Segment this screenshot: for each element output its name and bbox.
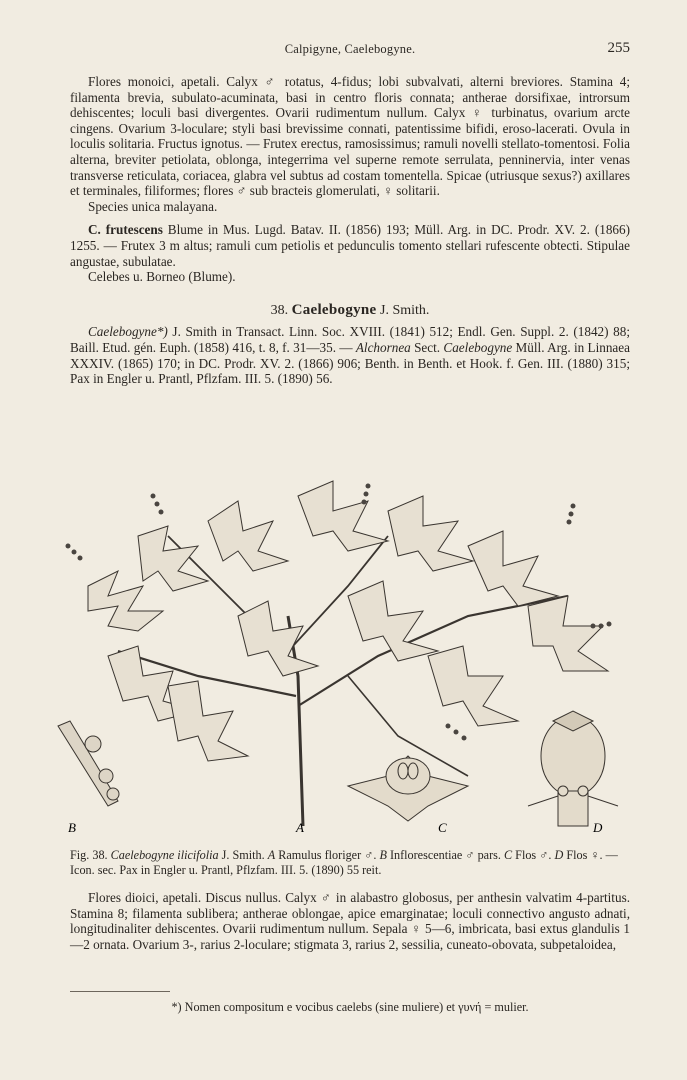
species-distribution: Celebes u. Borneo (Blume). <box>88 269 236 285</box>
species-name: C. frutescens <box>88 222 163 238</box>
page-header <box>70 42 630 62</box>
footnote-rule <box>70 991 170 992</box>
figure-label-c: C <box>438 820 447 835</box>
genus-ref-italic-name: Caelebogyne*) <box>88 324 168 340</box>
genus-heading <box>70 303 630 319</box>
caption-d-text: Flos ♀. — Icon. sec. Pax in Engler u. Prantl, Pflzfam. III. 5. (1890) 55 reit. <box>70 848 618 877</box>
species-count-line: Species unica malayana. <box>88 198 218 214</box>
genus-description-bottom <box>70 890 630 952</box>
caption-a-text: Ramulus floriger ♂. <box>275 848 380 862</box>
caption-a-label: A <box>267 848 276 862</box>
figure-label-d: D <box>593 820 603 835</box>
figure-label-b: B <box>68 820 76 835</box>
footnote: *) Nomen compositum e vocibus caelebs (sine muliere) et γυνή = mulier. <box>171 1000 529 1014</box>
genus-references <box>70 324 630 386</box>
caption-b-label: B <box>379 848 387 862</box>
genus-name: Caelebogyne <box>291 301 377 318</box>
caption-species: Caelebogyne ilicifolia <box>110 848 219 862</box>
caption-rest-1: J. Smith. <box>218 848 268 862</box>
description-paragraph: Flores monoici, apetali. Calyx ♂ rotatus, 4-fidus; lobi subvalvati, alterni breviores. Stamina 4; filamenta brevia, subulato-acuminata, basi in centro floris connata; antherae dorsifixae, introrsum dehiscentes; loculi basi divergentes. Ovarii rudimentum nullum. Calyx ♀ turbinatus, ovarium arcte cingens. Ovarium 3-loculare; styli basi brevissime connati, patentissime bifidi, eroso-lacerati. Ovula in loculis solitaria. Fructus ignotus. — Frutex erectus, ramosissimus; ramuli novelli stellato-tomentosi. Folia alterna, breviter petiolata, oblonga, integerrima vel superne remote serrulata, penninervia, inter venas transverse reticulata, coriacea, glabra vel subtus ad costam tomentella. Spicae (utriusque sexus?) axillares et terminales, filiformes; flores ♂ sub bracteis glomerulati, ♀ solitarii. <box>70 74 630 199</box>
illustration-svg <box>48 476 640 838</box>
caption-d-label: D <box>554 848 564 862</box>
species-entry <box>70 222 630 269</box>
figure-label-a: A <box>296 820 304 835</box>
genus-ref-alchornea: Alchornea <box>355 339 411 355</box>
genus-number: 38. <box>270 302 289 318</box>
running-head: Calpigyne, Caelebogyne. <box>284 42 416 56</box>
figure-caption <box>70 848 630 878</box>
caption-b-text: Inflorescentiae ♂ pars. <box>386 848 501 862</box>
genus-description-top <box>70 74 630 387</box>
caption-c-label: C <box>503 848 513 862</box>
genus-author: J. Smith. <box>380 302 430 318</box>
genus-ref-text-2: Sect. <box>410 339 444 355</box>
bottom-paragraph: Flores dioici, apetali. Discus nullus. Calyx ♂ in alabastro globosus, per anthesin valvatim 4-partitus. Stamina 8; filamenta sublibera; antherae oblongae, apice emarginatae; loculi connectivo angusto adnati, longitudinaliter dehiscentes. Ovarii rudimentum nullum. Sepala ♀ 5—6, imbricata, basi extus glandulis 1—2 ornata. Ovarium 3-, rarius 2-loculare; stigmata 3, rarius 2, sessilia, cuneato-obovata, subpetaloidea, <box>70 890 630 952</box>
caption-lead: Fig. 38. <box>70 848 108 862</box>
page-number: 255 <box>607 40 630 56</box>
caption-c-text: Flos ♂. <box>512 848 555 862</box>
genus-ref-sect: Caelebogyne <box>443 339 513 355</box>
species-text: Blume in Mus. Lugd. Batav. II. (1856) 193; Müll. Arg. in DC. Prodr. XV. 2. (1866) 1255. — Frutex 3 m altus; ramuli cum petiolis et pedunculis tomento stellari rufescente obtecti. Stipulae angustae, subulatae. <box>70 222 630 269</box>
genus-ref-text-1: J. Smith in Transact. Linn. Soc. XVIII. (1841) 512; Endl. Gen. Suppl. 2. (1842) 88; Baill. Etud. gén. Euph. (1858) 416, t. 8, f. 31—35. — <box>70 324 630 355</box>
genus-ref-text-3: Müll. Arg. in Linnaea XXXIV. (1865) 170; in DC. Prodr. XV. 2. (1866) 906; Benth. in Benth. et Hook. f. Gen. III. (1880) 315; Pax in Engler u. Prantl, Pflzfam. III. 5. (1890) 56. <box>70 339 630 387</box>
caption-text <box>70 848 630 878</box>
botanical-illustration <box>48 476 640 838</box>
